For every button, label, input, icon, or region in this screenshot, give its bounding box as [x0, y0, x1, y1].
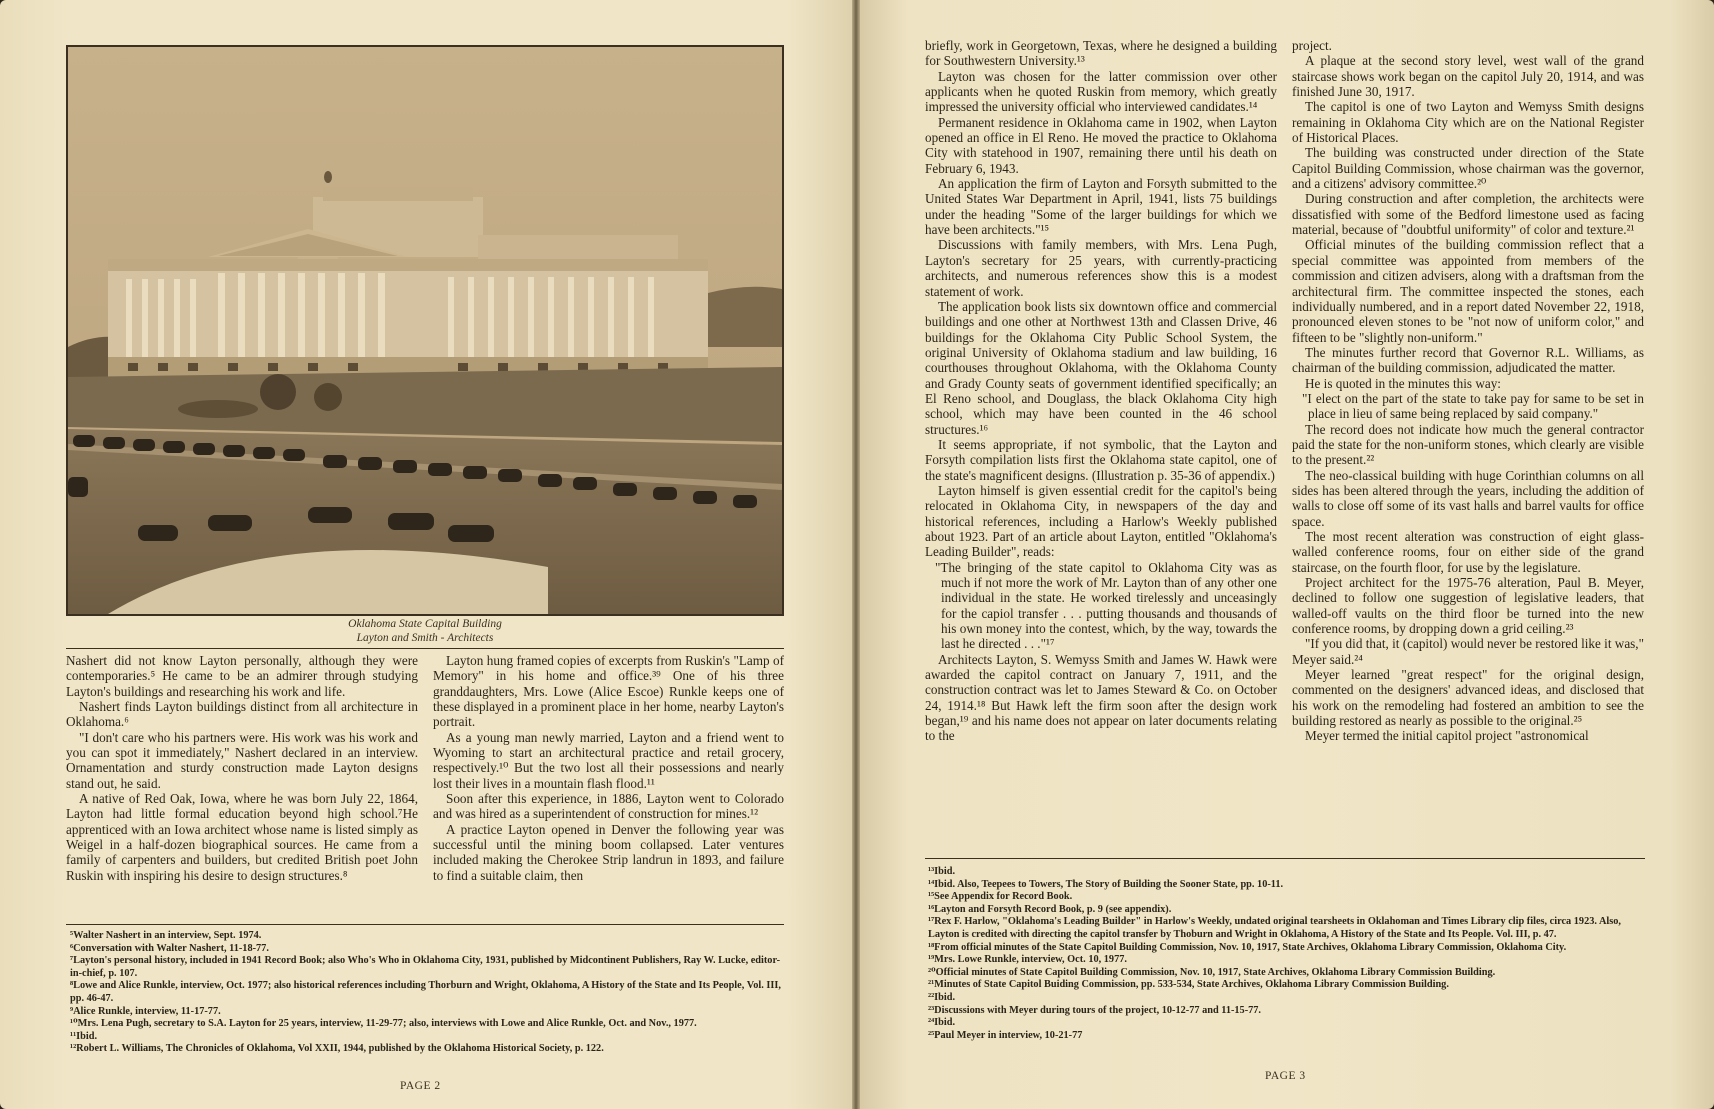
paragraph: Soon after this experience, in 1886, Layton went to Colorado and was hired as a superintendent of construction for mines.¹² [433, 791, 784, 822]
paragraph: Nashert did not know Layton personally, although they were contemporaries.⁵ He came to be an admirer through studying Layton's buildings and researching his work and life. [66, 653, 418, 699]
footnote: ⁵Walter Nashert in an interview, Sept. 1974. [70, 930, 262, 941]
page-2-footnotes [70, 930, 782, 1056]
page-3-footnote-rule [925, 858, 1645, 859]
paragraph: An application the firm of Layton and Forsyth submitted to the United States War Department in April, 1941, lists 75 buildings under the heading "Some of the larger buildings for which we have been architects."¹⁵ [925, 176, 1277, 238]
capitol-photo [66, 45, 784, 616]
paragraph: Discussions with family members, with Mrs. Lena Pugh, Layton's secretary for 25 years, with currently-practicing architects, and numerous references show this is a modest statement of work. [925, 237, 1277, 299]
page-2-column-2 [433, 653, 784, 883]
paragraph: project. [1292, 38, 1332, 53]
book-gutter [852, 0, 860, 1109]
paragraph: As a young man newly married, Layton and a friend went to Wyoming to start an architectural practice and retail grocery, respectively.¹⁰ But the two lost all their possessions and nearly lost their lives in a mountain flash flood.¹¹ [433, 729, 784, 791]
page-2-footnote-rule [66, 924, 784, 925]
page-3-column-1 [925, 38, 1277, 744]
capitol-building-illustration [68, 47, 782, 614]
caption-credit: Layton and Smith - Architects [356, 632, 494, 644]
paragraph: Project architect for the 1975-76 alteration, Paul B. Meyer, declined to follow one suggestion of legislative leaders, that walled-off vaults on the third floor be turned into the new conference rooms, by dropping down a grid ceiling.²³ [1292, 575, 1644, 637]
paragraph: Architects Layton, S. Wemyss Smith and James W. Hawk were awarded the capitol contract on January 7, 1911, and the construction contract was let to James Steward & Co. on October 24, 1914.¹⁸ But Hawk left the firm soon after the design work began,¹⁹ and his name does not appear on later documents relating to the [925, 651, 1277, 744]
footnote: ¹²Robert L. Williams, The Chronicles of Oklahoma, Vol XXII, 1944, published by the Oklahoma Historical Society, p. 122. [70, 1043, 604, 1055]
footnote: ¹⁰Mrs. Lena Pugh, secretary to S.A. Layton for 25 years, interview, 11-29-77; also, interviews with Lowe and Alice Runkle, Oct. and Nov., 1977. [70, 1018, 697, 1030]
paragraph: "If you did that, it (capitol) would never be restored like it was," Meyer said.²⁴ [1292, 636, 1644, 667]
footnote: ¹¹Ibid. [70, 1030, 98, 1042]
paragraph: Meyer termed the initial capitol project "astronomical [1305, 728, 1589, 744]
footnote: ²⁵Paul Meyer in interview, 10-21-77 [928, 1029, 1083, 1041]
paragraph: A plaque at the second story level, west wall of the grand staircase shows work began on the capitol July 20, 1914, and was finished June 30, 1917. [1292, 53, 1644, 100]
caption-rule [66, 648, 784, 649]
caption-title: Oklahoma State Capital Building [348, 618, 502, 630]
footnote: ¹⁵See Appendix for Record Book. [928, 891, 1073, 903]
paragraph: Layton was chosen for the latter commission over other applicants when he quoted Ruskin from memory, which greatly impressed the university official who interviewed candidates.¹⁴ [925, 68, 1277, 115]
footnote: ⁸Lowe and Alice Runkle, interview, Oct. 1977; also historical references including Thorburn and Wright, Oklahoma, A History of the State and Its People, Vol. III, pp. 46-47. [70, 980, 781, 1004]
footnote: ⁷Layton's personal history, included in 1941 Record Book; also Who's Who in Oklahoma City, 1931, published by Midcontinent Publishers, Ray W. Lucke, editor-in-chief, p. 107. [70, 955, 781, 979]
paragraph: The minutes further record that Governor R.L. Williams, as chairman of the building commission, adjudicated the matter. [1292, 344, 1644, 376]
paragraph: Layton hung framed copies of excerpts from Ruskin's "Lamp of Memory" in his home and office.³⁹ One of his three granddaughters, Mrs. Lowe (Alice Escoe) Runkle keeps one of these displayed in a prominent place in her home, nearby Layton's portrait. [433, 653, 784, 730]
footnote: ²³Discussions with Meyer during tours of the project, 10-12-77 and 11-15-77. [928, 1004, 1261, 1016]
paragraph: briefly, work in Georgetown, Texas, where he designed a building for Southwestern University.¹³ [925, 38, 1277, 69]
page-3-number: PAGE 3 [1265, 1070, 1306, 1082]
footnote: ²⁰Official minutes of State Capitol Building Commission, Nov. 10, 1917, State Archives, Oklahoma Library Commission Building. [928, 966, 1496, 978]
footnote: ¹⁸From official minutes of the State Capitol Building Commission, Nov. 10, 1917, State Archives, Oklahoma Library Commission, Oklahoma City. [928, 941, 1567, 953]
paragraph: Permanent residence in Oklahoma came in 1902, when Layton opened an office in El Reno. He moved the practice to Oklahoma City with statehood in 1907, remaining there until his death on February 6, 1943. [925, 114, 1277, 176]
paragraph: During construction and after completion, the architects were dissatisfied with some of the Bedford limestone used as facing material, because of "doubtful uniformity" of color and texture.²¹ [1292, 191, 1644, 238]
footnote: ¹⁶Layton and Forsyth Record Book, p. 9 (see appendix). [928, 903, 1172, 915]
paragraph: Nashert finds Layton buildings distinct from all architecture in Oklahoma.⁶ [66, 699, 418, 730]
paragraph: It seems appropriate, if not symbolic, that the Layton and Forsyth compilation lists first the Oklahoma state capitol, one of the state's magnificent designs. (Illustration p. 35-36 of appendix.) [925, 436, 1277, 483]
page-3-footnotes [928, 866, 1646, 1042]
paragraph: "I elect on the part of the state to take pay for same to be set in place in lieu of same being replaced by said company." [1302, 390, 1644, 422]
paragraph: The most recent alteration was construction of eight glass-walled conference rooms, four on either side of the grand staircase, on the fourth floor, for use by the legislature. [1292, 529, 1644, 575]
paragraph: Layton himself is given essential credit for the capitol's being relocated in Oklahoma City, in newspapers of the day and historical references, including a Harlow's Weekly published about 1923. Part of an article about Layton, entitled "Oklahoma's Leading Builder", reads: [925, 482, 1277, 560]
footnote: ¹³Ibid. [928, 866, 956, 877]
paragraph: A native of Red Oak, Iowa, where he was born July 22, 1864, Layton had little formal education beyond high school.⁷He apprenticed with an Iowa architect whose name is listed simply as Weigel in a half-dozen biographical sources. He came from a family of carpenters and builders, but credited British poet John Ruskin with inspiring his desire to design structures.⁸ [66, 791, 418, 883]
paragraph: "The bringing of the state capitol to Oklahoma City was as much if not more the work of Mr. Layton than of any other one individual in the state. He worked tirelessly and unceasingly for the capiol transfer . . . putting thousands and thousands of his own money into the contest, which, by the way, towards the last he directed . . ."¹⁷ [935, 559, 1277, 652]
photo-caption [66, 617, 784, 645]
footnote: ¹⁴Ibid. Also, Teepees to Towers, The Story of Building the Sooner State, pp. 10-11. [928, 878, 1284, 890]
paragraph: The record does not indicate how much the general contractor paid the state for the non-uniform stones, which clearly are visible to the present.²² [1292, 421, 1644, 468]
paragraph: A practice Layton opened in Denver the following year was successful until the mining boom collapsed. Later ventures included making the Cherokee Strip landrun in 1893, and failure to find a suitable claim, then [433, 821, 784, 883]
footnote: ²¹Minutes of State Capitol Buiding Commission, pp. 533-534, State Archives, Oklahoma Library Commission Building. [928, 979, 1449, 991]
page-3-column-2 [1292, 38, 1644, 744]
paragraph: The application book lists six downtown office and commercial buildings and one other at Northwest 13th and Classen Drive, 46 buildings for the Oklahoma City Public School System, the original University of Oklahoma stadium and law building, 16 courthouses throughout Oklahoma, with the Oklahoma County and Grady County seats of government identified specifically; an El Reno school, and Douglass, the black Oklahoma City high school, which may have been counted in the 46 school structures.¹⁶ [925, 298, 1277, 437]
paragraph: The building was constructed under direction of the State Capitol Building Commission, whose chairman was the governor, and a citizens' advisory committee.²⁰ [1292, 145, 1644, 192]
paragraph: Meyer learned "great respect" for the original design, commented on the designers' advanced ideas, and disclosed that his work on the remodeling had fostered an ambition to see the building restored as nearly as possible to the original.²⁵ [1292, 667, 1644, 729]
paragraph: "I don't care who his partners were. His work was his work and you can spot it immediately," Nashert declared in an interview. Ornamentation and sturdy construction made Layton designs stand out, he said. [66, 729, 418, 791]
paragraph: He is quoted in the minutes this way: [1305, 375, 1501, 391]
paragraph: Official minutes of the building commission reflect that a special committee was appointed from members of the commission and citizen advisers, along with a draftsman from the architectural firm. The committee inspected the stones, each individually numbered, and in a report dated November 22, 1918, pronounced eleven stones to be "not now of uniform color," and fifteen to be "slightly non-uniform." [1292, 237, 1644, 345]
paragraph: The neo-classical building with huge Corinthian columns on all sides has been altered through the years, including the addition of walls to close off some of its vast halls and barrel vaults for office space. [1292, 467, 1644, 529]
page-2-column-1 [66, 653, 418, 883]
footnote: ⁶Conversation with Walter Nashert, 11-18-77. [70, 942, 269, 954]
footnote: ²²Ibid. [928, 991, 956, 1003]
footnote: ¹⁷Rex F. Harlow, "Oklahoma's Leading Builder" in Harlow's Weekly, undated original tearsheets in Oklahoman and Times Library clip files, circa 1923. Also, Layton is credited with directing the capitol transfer by Thoburn and Wright in Oklahoma, A History of the State and Its People. Vol. III, p. 47. [928, 916, 1621, 940]
footnote: ⁹Alice Runkle, interview, 11-17-77. [70, 1005, 221, 1017]
footnote: ¹⁹Mrs. Lowe Runkle, interview, Oct. 10, 1977. [928, 954, 1127, 966]
footnote: ²⁴Ibid. [928, 1017, 956, 1029]
page-2-number: PAGE 2 [400, 1080, 441, 1092]
paragraph: The capitol is one of two Layton and Wemyss Smith designs remaining in Oklahoma City which are on the National Register of Historical Places. [1292, 99, 1644, 146]
